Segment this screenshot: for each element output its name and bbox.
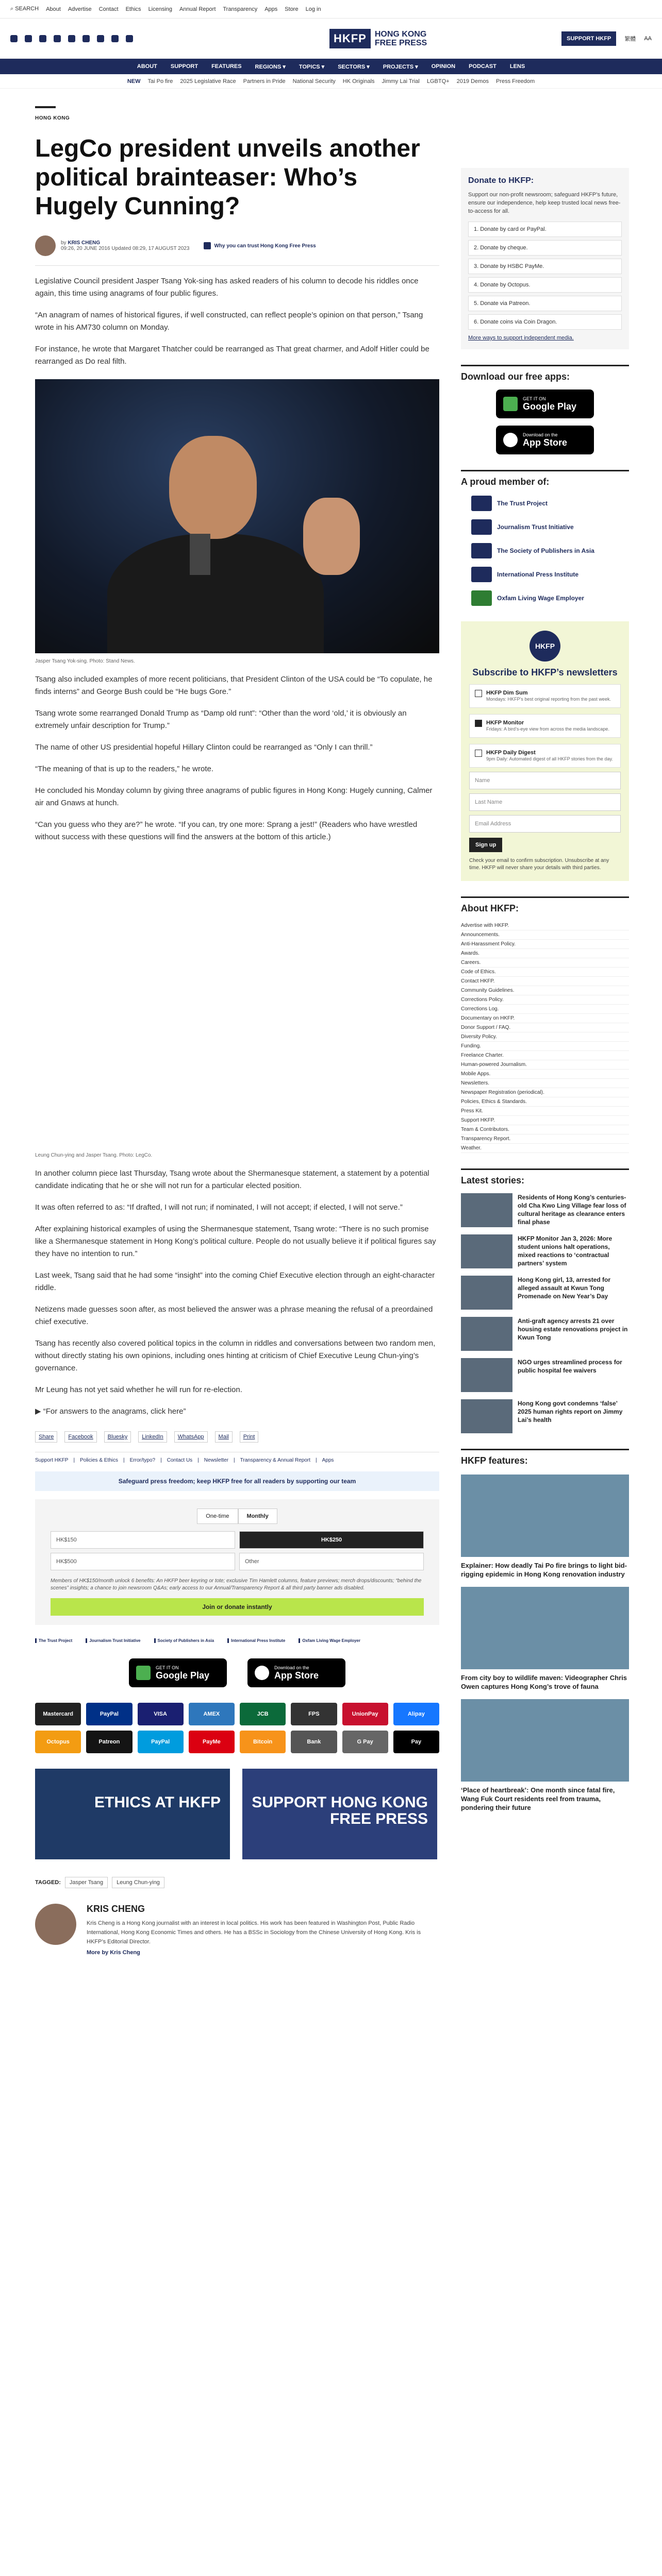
signup-note: Check your email to confirm subscription. Unsubscribe at any time. HKFP will never share your details with third parties. [469, 858, 609, 871]
story-item[interactable] [461, 1399, 629, 1433]
partner-logo[interactable]: Society of Publishers in Asia [154, 1638, 214, 1643]
donate-option[interactable]: 4. Donate by Octopus. [468, 277, 622, 293]
feature-thumbnail [461, 1699, 629, 1782]
about-link[interactable]: Contact HKFP. [461, 977, 629, 986]
join-donate-button[interactable]: Join or donate instantly [51, 1598, 424, 1616]
article-paragraph: In another column piece last Thursday, Tsang wrote about the Shermanesque statement, a statement by a potential candidate indicating that he or she will not run for a particular elected position. [35, 1169, 429, 1190]
about-link[interactable]: Advertise with HKFP. [461, 921, 629, 930]
article-paragraph: “An anagram of names of historical figures, if well constructed, can reflect people’s opinion on that person,” Tsang wrote in his AM730 column on Monday. [35, 311, 423, 332]
main-nav [0, 59, 662, 74]
tags: TAGGED: Jasper Tsang Leung Chun-ying [35, 1877, 439, 1888]
features-list [461, 1475, 629, 1812]
top-link-login[interactable]: Log in [305, 6, 321, 12]
share-facebook[interactable]: Facebook [64, 1431, 96, 1443]
article [35, 106, 439, 1956]
youtube-icon[interactable] [68, 35, 75, 42]
top-bar [0, 0, 662, 19]
article-paragraph: He concluded his Monday column by giving three anagrams of public figures in Hong Kong: Hugely cunning, Calmer air and Gnaws at hunch. [35, 786, 433, 807]
footer-link[interactable]: Newsletter [204, 1458, 229, 1463]
story-title: Hong Kong girl, 13, arrested for alleged assault at Kwun Tong Promenade on New Year’s Day [518, 1276, 611, 1300]
trending-link[interactable]: LGBTQ+ [426, 78, 450, 84]
photo-caption: Leung Chun-ying and Jasper Tsang. Photo: LegCo. [35, 1153, 153, 1158]
about-link[interactable]: Careers. [461, 958, 629, 968]
member-logo[interactable]: The Society of Publishers in Asia [471, 543, 629, 558]
story-item[interactable] [461, 1358, 629, 1392]
article-paragraph: The name of other US presidential hopeful Hillary Clinton could be rearranged as “Only I can thrill.” [35, 743, 373, 752]
trending-link[interactable]: HK Originals [342, 78, 375, 84]
about-link[interactable]: Freelance Charter. [461, 1051, 629, 1060]
about-list [461, 921, 629, 1153]
author-link[interactable]: KRIS CHENG [68, 240, 101, 246]
about-link[interactable]: Weather. [461, 1144, 629, 1153]
top-link-about[interactable]: About [46, 6, 61, 12]
unionpay-icon: UnionPay [342, 1703, 388, 1725]
app-store-button[interactable]: Download on the App Store [496, 426, 594, 454]
threads-icon[interactable] [54, 35, 61, 42]
donate-option[interactable]: 2. Donate by cheque. [468, 240, 622, 256]
app-store-button[interactable]: Download on the App Store [247, 1658, 345, 1687]
trending-nav [0, 74, 662, 89]
about-link[interactable]: Team & Contributors. [461, 1125, 629, 1134]
feature-title: ‘Place of heartbreak’: One month since fatal fire, Wang Fuk Court residents reel from trauma, pondering their future [461, 1786, 615, 1811]
about-link[interactable]: Corrections Policy. [461, 995, 629, 1005]
about-link[interactable]: Newspaper Registration (periodical). [461, 1088, 629, 1097]
feature-item[interactable] [461, 1699, 629, 1812]
payment-methods [35, 1703, 439, 1753]
share-linkedin[interactable]: LinkedIn [138, 1431, 167, 1443]
patreon-icon: Patreon [86, 1731, 132, 1753]
app-store-buttons [35, 1658, 439, 1687]
bank-icon: Bank [291, 1731, 337, 1753]
article-paragraph: Tsang also included examples of more recent politicians, that President Clinton of the USA could be “To copulate, he finds interns” and George Bush could be “He bugs Gore.” [35, 675, 433, 696]
linkedin-icon[interactable] [82, 35, 90, 42]
share-bluesky[interactable]: Bluesky [104, 1431, 131, 1443]
nav-about[interactable]: ABOUT [137, 63, 157, 70]
newsletter-option[interactable]: HKFP Monitor Fridays: A bird’s-eye view from across the media landscape. [469, 714, 621, 738]
share-print[interactable]: Print [240, 1431, 259, 1443]
nav-features[interactable]: FEATURES [211, 63, 242, 70]
nav-support[interactable]: SUPPORT [170, 63, 198, 70]
text-size-toggle[interactable]: AA [644, 35, 652, 42]
newsletter-option[interactable]: HKFP Daily Digest 9pm Daily: Automated digest of all HKFP stories from the day. [469, 744, 621, 768]
byline: by KRIS CHENG 09:26, 20 JUNE 2016 Updated 08:29, 17 AUGUST 2023 Why you can trust Hong Kong Free Press [35, 235, 439, 256]
sidebar [461, 168, 629, 1812]
author-avatar [35, 235, 56, 256]
share-mail[interactable]: Mail [215, 1431, 233, 1443]
about-link[interactable]: Funding. [461, 1042, 629, 1051]
partner-logos [35, 1638, 439, 1643]
ethics-banner[interactable]: ETHICS AT HKFP [35, 1769, 230, 1859]
article-paragraph: Last week, Tsang said that he had some “insight” into the coming Chief Executive election through an eight-character riddle. [35, 1271, 435, 1292]
top-link-licensing[interactable]: Licensing [148, 6, 173, 12]
paypal-icon: PayPal [138, 1731, 184, 1753]
share-bar [35, 1431, 439, 1443]
photo-caption: Jasper Tsang Yok-sing. Photo: Stand News. [35, 658, 135, 664]
latest-title: Latest stories: [461, 1168, 629, 1186]
feature-title: From city boy to wildlife maven: Videographer Chris Owen captures Hong Kong’s trove of fauna [461, 1674, 627, 1690]
author-bio: Kris Cheng is a Hong Kong journalist with an interest in local politics. His work has been featured in Washington Post, Public Radio International, Hong Kong Economic Times and others. He has a BSSc in Sociology from the Chinese University of Hong Kong. Kris is HKFP’s Editorial Director. [87, 1920, 421, 1945]
article-paragraph: “The meaning of that is up to the readers,” he wrote. [35, 765, 214, 773]
feature-item[interactable] [461, 1587, 629, 1691]
tag-link[interactable]: Leung Chun-ying [112, 1877, 164, 1888]
about-title: About HKFP: [461, 896, 629, 914]
article-paragraph: After explaining historical examples of using the Shermanesque statement, Tsang wrote: “There is no such promise like a Shermanesque statement in Hong Kong’s political culture. People do not usually believe it if political figures say they have no intention to run.” [35, 1225, 436, 1258]
trending-link[interactable]: Jimmy Lai Trial [382, 78, 420, 84]
top-link-ethics[interactable]: Ethics [125, 6, 141, 12]
about-link[interactable]: Newsletters. [461, 1079, 629, 1088]
about-link[interactable]: Support HKFP. [461, 1116, 629, 1125]
apple-icon [255, 1666, 269, 1680]
author-avatar [35, 1904, 76, 1945]
article-paragraph: Tsang wrote some rearranged Donald Trump as “Damp old runt”: “Other than the word ‘old,’ it is obviously an extremely unfair description for Trump.” [35, 709, 407, 730]
features-title: HKFP features: [461, 1449, 629, 1466]
amex-icon: AMEX [189, 1703, 235, 1725]
trust-link[interactable]: Why you can trust Hong Kong Free Press [204, 242, 316, 249]
name-field[interactable]: Name [469, 772, 621, 789]
google-play-icon [503, 397, 518, 411]
story-thumbnail [461, 1399, 512, 1433]
trending-link[interactable]: 2019 Demos [456, 78, 489, 84]
visa-icon: VISA [138, 1703, 184, 1725]
story-title: Anti-graft agency arrests 21 over housing estate renovations project in Kwun Tong [518, 1317, 628, 1341]
article-paragraph: For instance, he wrote that Margaret Thatcher could be rearranged as That great charmer, and Adolf Hitler could be rearranged as Do real filth. [35, 345, 429, 366]
newsletter-signup: HKFP Subscribe to HKFP’s newsletters HKFP Dim Sum Mondays: HKFP’s best original reporting from the past week. HKFP Monitor Fridays: A bird’s-eye view from across the media landscape. HKFP Daily Digest 9pm Daily: Automated digest of all HKFP stories from the day. Name Last Name Email Address Sign up Check your email to confirm subscription. Unsubscribe at any time. HKFP will never share your details with third parties. [461, 621, 629, 881]
member-logo[interactable]: Journalism Trust Initiative [471, 519, 629, 535]
bluesky-icon[interactable] [111, 35, 119, 42]
author-name[interactable]: KRIS CHENG [87, 1904, 145, 1914]
top-link-apps[interactable]: Apps [264, 6, 278, 12]
feature-thumbnail [461, 1475, 629, 1557]
more-ways-link[interactable]: More ways to support independent media. [468, 335, 574, 341]
story-thumbnail [461, 1317, 512, 1351]
about-link[interactable]: Documentary on HKFP. [461, 1014, 629, 1023]
article-photo-placeholder [35, 843, 439, 1147]
about-link[interactable]: Corrections Log. [461, 1005, 629, 1014]
tag-link[interactable]: Jasper Tsang [65, 1877, 108, 1888]
donate-banner[interactable]: Safeguard press freedom; keep HKFP free for all readers by supporting our team [35, 1471, 439, 1491]
support-banner[interactable]: SUPPORT HONG KONG FREE PRESS [242, 1769, 437, 1859]
trending-link[interactable]: National Security [292, 78, 336, 84]
article-dates: 09:26, 20 JUNE 2016 Updated 08:29, 17 AUGUST 2023 [61, 246, 190, 251]
apps-title: Download our free apps: [461, 365, 629, 382]
about-link[interactable]: Code of Ethics. [461, 968, 629, 977]
apple-pay-icon: Pay [393, 1731, 439, 1753]
member-title: A proud member of: [461, 470, 629, 487]
story-thumbnail [461, 1358, 512, 1392]
footer-link[interactable]: Apps [322, 1458, 334, 1463]
donate-option[interactable]: 3. Donate by HSBC PayMe. [468, 259, 622, 274]
nav-sectors[interactable]: SECTORS ▾ [338, 63, 370, 70]
article-paragraph: Legislative Council president Jasper Tsang Yok-sing has asked readers of his column to decode his riddles once again, this time using anagrams of four public figures. [35, 277, 419, 298]
octopus-icon: Octopus [35, 1731, 81, 1753]
category-label[interactable]: HONG KONG [35, 115, 70, 121]
story-item[interactable] [461, 1276, 629, 1310]
partner-logo[interactable]: Oxfam Living Wage Employer [299, 1638, 360, 1643]
partner-logo[interactable]: International Press Institute [227, 1638, 285, 1643]
share-button[interactable]: Share [35, 1431, 57, 1443]
story-title: NGO urges streamlined process for public hospital fee waivers [518, 1359, 622, 1374]
about-link[interactable]: Press Kit. [461, 1107, 629, 1116]
about-link[interactable]: Policies, Ethics & Standards. [461, 1097, 629, 1107]
member-logo[interactable]: Oxfam Living Wage Employer [471, 590, 629, 606]
promo-banners [35, 1769, 439, 1859]
x-icon[interactable] [25, 35, 32, 42]
amount-option-other[interactable]: Other [239, 1553, 424, 1570]
telegram-icon[interactable] [97, 35, 104, 42]
partner-logo[interactable]: Journalism Trust Initiative [86, 1638, 140, 1643]
google-play-button[interactable]: GET IT ON Google Play [496, 389, 594, 418]
site-logo[interactable]: HKFP HONG KONG FREE PRESS [329, 29, 427, 48]
apple-icon [503, 433, 518, 447]
article-paragraph: “Can you guess who they are?” he wrote. “If you can, try one more: Sprang a jest!” (Readers who have wrestled without success with these questions will find the answers at the bottom of this article.) [35, 820, 418, 841]
donate-option[interactable]: 1. Donate by card or PayPal. [468, 222, 622, 237]
article-paragraph: Netizens made guesses soon after, as most believed the answer was a phrase meaning the refusal of a preordained chief executive. [35, 1305, 433, 1326]
story-title: Residents of Hong Kong’s centuries-old Cha Kwo Ling Village fear loss of cultural heritage as clearance enters final phase [518, 1194, 626, 1226]
article-title: LegCo president unveils another political brainteaser: Who’s Hugely Cunning? [35, 135, 420, 220]
checkbox[interactable] [475, 750, 482, 757]
article-paragraph: Tsang has recently also covered political topics in the column in riddles and conversations between two random men, without directly stating his own opinions, including ones hinting at criticism of Chief Executive Leung Chun-ying’s governance. [35, 1339, 436, 1372]
footer-link[interactable]: Support HKFP [35, 1458, 69, 1463]
google-play-icon [136, 1666, 151, 1680]
hkfp-badge: HKFP [529, 631, 560, 662]
masthead [0, 19, 662, 59]
article-paragraph: Mr Leung has not yet said whether he will run for re-election. [35, 1385, 242, 1394]
footer-link[interactable]: Policies & Ethics [80, 1458, 119, 1463]
story-title: HKFP Monitor Jan 3, 2026: More student unions halt operations, mixed reactions to ‘contractual partners’ system [518, 1235, 613, 1267]
footer-link[interactable]: Contact Us [167, 1458, 193, 1463]
author-box [35, 1904, 439, 1956]
partner-logo[interactable]: The Trust Project [35, 1638, 72, 1643]
about-link[interactable]: Diversity Policy. [461, 1032, 629, 1042]
amount-option[interactable]: HK$150 [51, 1531, 235, 1549]
nav-projects[interactable]: PROJECTS ▾ [383, 63, 418, 70]
more-by-author-link[interactable]: More by Kris Cheng [87, 1950, 140, 1956]
trending-link[interactable]: 2025 Legislative Race [180, 78, 236, 84]
newsletter-option[interactable]: HKFP Dim Sum Mondays: HKFP’s best original reporting from the past week. [469, 684, 621, 708]
rss-icon[interactable] [126, 35, 133, 42]
story-thumbnail [461, 1234, 512, 1268]
support-hkfp-button[interactable]: SUPPORT HKFP [561, 31, 616, 46]
story-thumbnail [461, 1193, 512, 1227]
top-link-advertise[interactable]: Advertise [68, 6, 92, 12]
fps-icon: FPS [291, 1703, 337, 1725]
footer-link[interactable]: Transparency & Annual Report [240, 1458, 311, 1463]
feature-item[interactable] [461, 1475, 629, 1579]
footer-link[interactable]: Error/typo? [129, 1458, 156, 1463]
share-whatsapp[interactable]: WhatsApp [174, 1431, 208, 1443]
search-button[interactable]: ⌕ SEARCH [10, 6, 39, 12]
google-play-button[interactable]: GET IT ON Google Play [129, 1658, 227, 1687]
trending-link[interactable]: Partners in Pride [243, 78, 286, 84]
paypal-icon: PayPal [86, 1703, 132, 1725]
about-link[interactable]: Mobile Apps. [461, 1070, 629, 1079]
donate-option[interactable]: 6. Donate coins via Coin Dragon. [468, 314, 622, 330]
checkbox-checked[interactable] [475, 720, 482, 727]
email-field[interactable]: Email Address [469, 815, 621, 833]
feature-thumbnail [461, 1587, 629, 1669]
bitcoin-icon: Bitcoin [240, 1731, 286, 1753]
story-thumbnail [461, 1276, 512, 1310]
amount-option[interactable]: HK$500 [51, 1553, 235, 1570]
about-link[interactable]: Announcements. [461, 930, 629, 940]
article-footer-links: Support HKFP | Policies & Ethics | Error/typo? | Contact Us | Newsletter | Transparency & Annual Report | Apps [35, 1452, 439, 1463]
donate-option[interactable]: 5. Donate via Patreon. [468, 296, 622, 311]
mastercard-icon: Mastercard [35, 1703, 81, 1725]
checkbox[interactable] [475, 690, 482, 697]
freq-one-time[interactable]: One-time [197, 1509, 238, 1524]
about-link[interactable]: Awards. [461, 949, 629, 958]
story-title: Hong Kong govt condemns ‘false’ 2025 human rights report on Jimmy Lai’s health [518, 1400, 623, 1423]
google-pay-icon: G Pay [342, 1731, 388, 1753]
payme-icon: PayMe [189, 1731, 235, 1753]
signup-button[interactable]: Sign up [469, 838, 502, 852]
nav-lens[interactable]: LENS [509, 63, 525, 70]
nav-regions[interactable]: REGIONS ▾ [255, 63, 286, 70]
answers-toggle[interactable]: ▶ “For answers to the anagrams, click here” [35, 1407, 186, 1416]
amount-option-selected[interactable]: HK$250 [239, 1531, 424, 1549]
top-link-annual-report[interactable]: Annual Report [179, 6, 216, 12]
latest-stories [461, 1193, 629, 1433]
feature-title: Explainer: How deadly Tai Po fire brings to light bid-rigging epidemic in Hong Kong renovation industry [461, 1562, 627, 1578]
about-link[interactable]: Human-powered Journalism. [461, 1060, 629, 1070]
article-photo-jasper-tsang [35, 379, 439, 653]
new-label: NEW [127, 78, 141, 84]
about-link[interactable]: Donor Support / FAQ. [461, 1023, 629, 1032]
social-links [10, 35, 133, 42]
freq-monthly[interactable]: Monthly [238, 1509, 277, 1524]
about-link[interactable]: Transparency Report. [461, 1134, 629, 1144]
about-link[interactable]: Community Guidelines. [461, 986, 629, 995]
top-link-store[interactable]: Store [285, 6, 299, 12]
language-toggle[interactable]: 繁體 [624, 36, 636, 42]
alipay-icon: Alipay [393, 1703, 439, 1725]
trending-link[interactable]: Press Freedom [495, 78, 535, 84]
last-name-field[interactable]: Last Name [469, 793, 621, 811]
nav-opinion[interactable]: OPINION [431, 63, 456, 70]
story-item[interactable] [461, 1317, 629, 1351]
donate-widget [35, 1499, 439, 1625]
section-rule [35, 106, 56, 108]
nav-topics[interactable]: TOPICS ▾ [299, 63, 325, 70]
trending-link[interactable]: Tai Po fire [147, 78, 173, 84]
story-item[interactable] [461, 1234, 629, 1268]
facebook-icon[interactable] [10, 35, 18, 42]
top-link-transparency[interactable]: Transparency [223, 6, 258, 12]
member-benefits-note: Members of HK$150/month unlock 6 benefits: An HKFP beer keyring or tote; exclusive Tim Hamlett columns, feature previews; merch drops/discounts; “behind the scenes” insights; a chance to join newsroom Q&As; early access to our Annual/Transparency Report & all third party banner ads disabled. [51, 1578, 422, 1591]
member-logo[interactable]: International Press Institute [471, 567, 629, 582]
story-item[interactable] [461, 1193, 629, 1227]
member-logo[interactable]: The Trust Project [471, 496, 629, 511]
donate-box: Donate to HKFP: Support our non-profit newsroom; safeguard HKFP’s future, ensure our independence, help keep trusted local news free-to-access for all. 1. Donate by card or PayPal. 2. Donate by cheque. 3. Donate by HSBC PayMe. 4. Donate by Octopus. 5. Donate via Patreon. 6. Donate coins via Coin Dragon. More ways to support independent media. [461, 168, 629, 349]
top-link-contact[interactable]: Contact [98, 6, 119, 12]
article-paragraph: It was often referred to as: “If drafted, I will not run; if nominated, I will not accept; if elected, I will not serve.” [35, 1203, 403, 1212]
nav-podcast[interactable]: PODCAST [469, 63, 496, 70]
about-link[interactable]: Anti-Harassment Policy. [461, 940, 629, 949]
instagram-icon[interactable] [39, 35, 46, 42]
jcb-icon: JCB [240, 1703, 286, 1725]
shield-icon [204, 242, 211, 249]
